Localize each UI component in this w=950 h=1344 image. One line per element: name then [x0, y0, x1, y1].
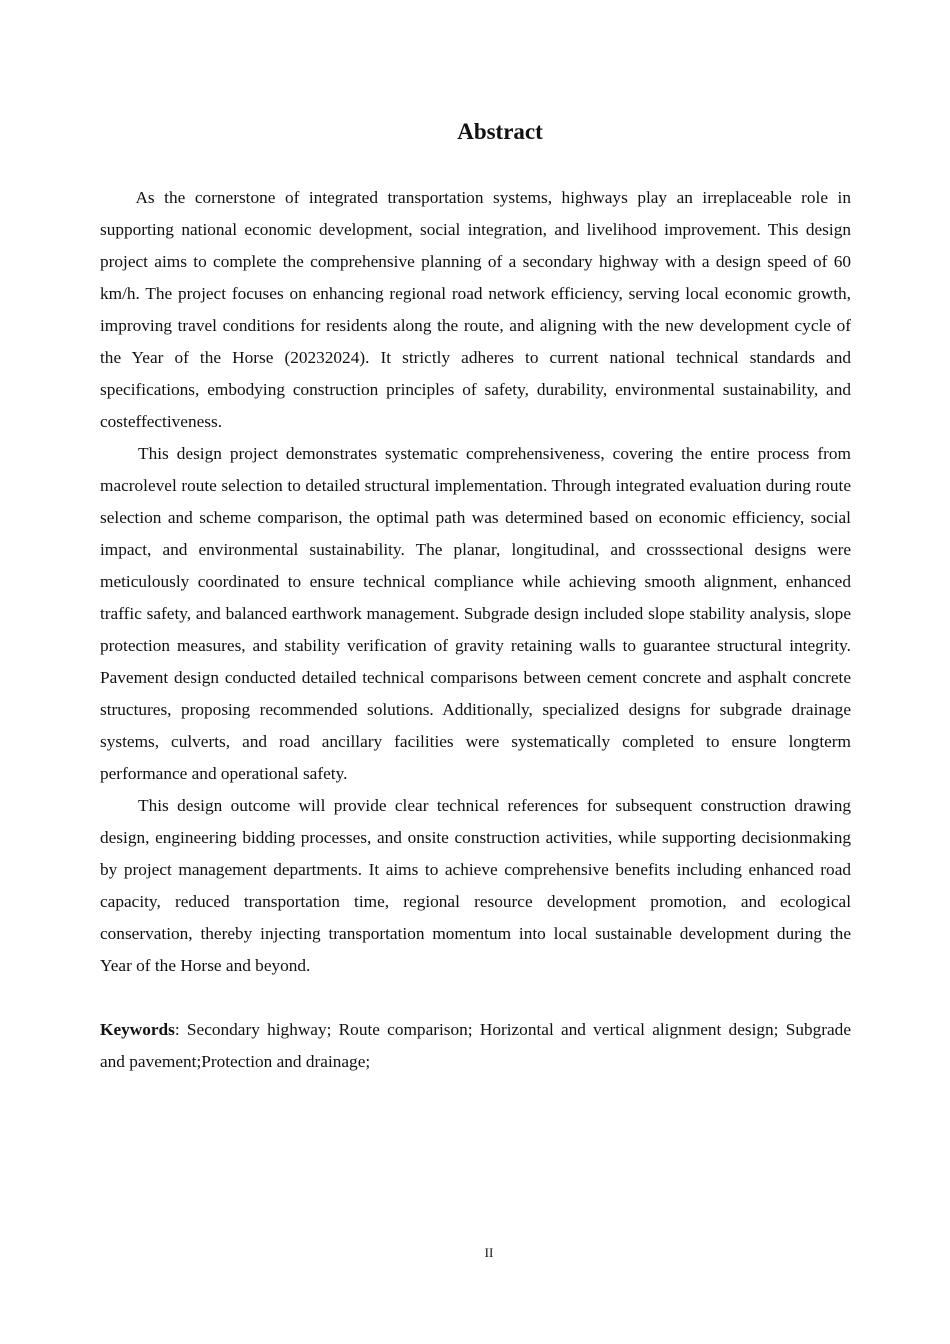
abstract-title: Abstract — [457, 119, 543, 144]
abstract-paragraph-2: This design project demonstrates systematic comprehensiveness, covering the entire process from macrolevel route selection to detailed structural implementation. Through integrated evaluation during route selection and scheme comparison, the optimal path was determined based on economic efficiency, social impact, and environmental sustainability. The planar, longitudinal, and crosssectional designs were meticulously coordinated to ensure technical compliance while achieving smooth alignment, enhanced traffic safety, and balanced earthwork management. Subgrade design included slope stability analysis, slope protection measures, and stability verification of gravity retaining walls to guarantee structural integrity. Pavement design conducted detailed technical comparisons between cement concrete and asphalt concrete structures, proposing recommended solutions. Additionally, specialized designs for subgrade drainage systems, culverts, and road ancillary facilities were systematically completed to ensure longterm performance and operational safety. — [100, 444, 851, 783]
keywords-text: : Secondary highway; Route comparison; Horizontal and vertical alignment design; Subgrade and pavement;Protection and drainage; — [100, 1020, 851, 1071]
keywords-label: Keywords — [100, 1020, 175, 1039]
page-number: II — [484, 1245, 494, 1260]
abstract-paragraph-3: This design outcome will provide clear technical references for subsequent construction drawing design, engineering bidding processes, and onsite construction activities, while supporting decisionmaking by project management departments. It aims to achieve comprehensive benefits including enhanced road capacity, reduced transportation time, regional resource development promotion, and ecological conservation, thereby injecting transportation momentum into local sustainable development during the Year of the Horse and beyond. — [100, 796, 851, 975]
keywords-line — [100, 1014, 851, 1078]
abstract-paragraph-1: As the cornerstone of integrated transportation systems, highways play an irreplaceable role in supporting national economic development, social integration, and livelihood improvement. This design project aims to complete the comprehensive planning of a secondary highway with a design speed of 60 km/h. The project focuses on enhancing regional road network efficiency, serving local economic growth, improving travel conditions for residents along the route, and aligning with the new development cycle of the Year of the Horse (20232024). It strictly adheres to current national technical standards and specifications, embodying construction principles of safety, durability, environmental sustainability, and costeffectiveness. — [100, 188, 851, 431]
abstract-body — [100, 182, 851, 1078]
